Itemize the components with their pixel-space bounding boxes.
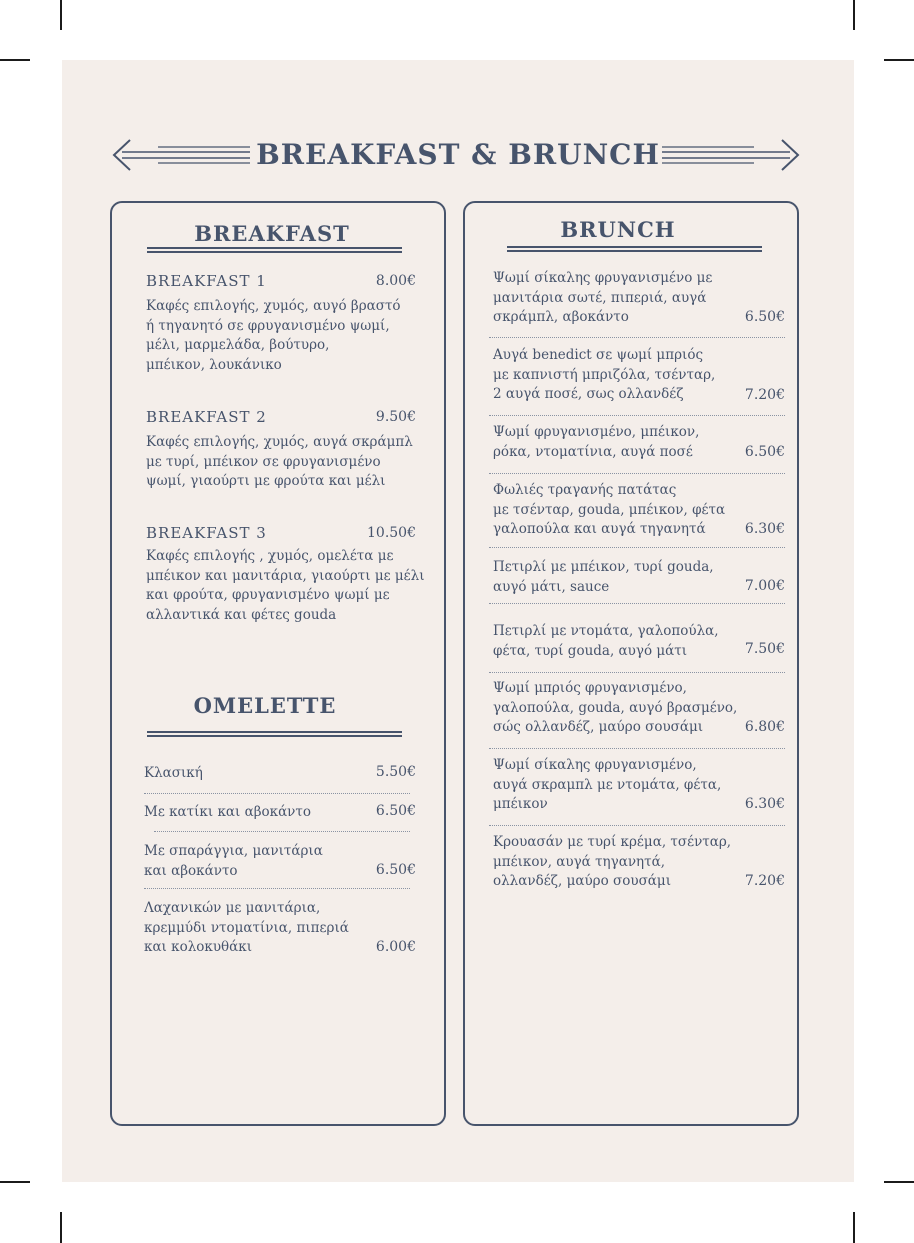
omelette-item: Κλασική [144,765,203,781]
brunch-item: Φωλιές τραγανής πατάτας με τσένταρ, gouda, μπέικον, φέτα γαλοπούλα και αυγά τηγανητά [493,482,726,537]
breakfast-item-price: 10.50€ [367,525,416,541]
brunch-item: Πετιρλί με ντομάτα, γαλοπούλα, φέτα, τυρί gouda, αυγό μάτι [493,623,719,659]
brunch-item-price: 6.30€ [744,796,785,812]
crop-mark [60,0,62,30]
brunch-item-price: 6.80€ [744,719,785,735]
brunch-section-title: BRUNCH [560,217,676,242]
crop-mark [0,59,30,61]
crop-mark [0,1181,30,1183]
omelette-item-price: 5.50€ [375,764,416,780]
breakfast-item-description: Καφές επιλογής , χυμός, ομελέτα με μπέικον και μανιτάρια, γιαούρτι με μέλι και φρούτα, φρυγανισμένο ψωμί με αλλαντικά και φέτες gouda [146,548,425,623]
brunch-item: Ψωμί σίκαλης φρυγανισμένο, αυγά σκραμπλ με ντομάτα, φέτα, μπέικον [493,757,722,812]
brunch-item: Ψωμί φρυγανισμένο, μπέικον, ρόκα, ντοματίνια, αυγά ποσέ [493,424,700,460]
crop-mark [884,59,914,61]
brunch-panel [463,201,799,1126]
breakfast-panel [110,201,446,1126]
double-rule [147,731,402,737]
omelette-item-price: 6.50€ [375,803,416,819]
menu-sheet [62,60,854,1182]
header [62,132,854,178]
omelette-section-title: OMELETTE [193,693,337,718]
brunch-item-price: 6.50€ [744,309,785,325]
omelette-item-price: 6.50€ [375,862,416,878]
breakfast-item-description: Καφές επιλογής, χυμός, αυγά σκράμπλ με τυρί, μπέικον σε φρυγανισμένο ψωμί, γιαούρτι με φρούτα και μέλι [146,434,413,489]
omelette-item: Με κατίκι και αβοκάντο [144,804,311,820]
brunch-item-price: 7.20€ [744,387,785,403]
page-title: BREAKFAST & BRUNCH [256,138,660,171]
crop-mark [853,1212,855,1243]
brunch-item: Ψωμί μπριός φρυγανισμένο, γαλοπούλα, gouda, αυγό βρασμένο, σώς ολλανδέζ, μαύρο σουσάμι [493,680,738,735]
dotted-divider [489,672,785,673]
double-rule [507,246,762,252]
crop-mark [853,0,855,30]
breakfast-item-name: BREAKFAST 3 [146,524,267,542]
brunch-item: Κρουασάν με τυρί κρέμα, τσένταρ, μπέικον, αυγά τηγανητά, ολλανδέζ, μαύρο σουσάμι [493,834,732,889]
breakfast-section-title: BREAKFAST [194,221,350,246]
omelette-item: Λαχανικών με μανιτάρια, κρεμμύδι ντοματίνια, πιπεριά και κολοκυθάκι [144,900,349,955]
brunch-item-price: 7.20€ [744,873,785,889]
dotted-divider [489,337,785,338]
dotted-divider [489,547,785,548]
breakfast-item-price: 8.00€ [375,273,416,289]
omelette-item: Με σπαράγγια, μανιτάρια και αβοκάντο [144,843,323,879]
breakfast-item-name: BREAKFAST 2 [146,408,267,426]
double-rule [147,247,402,253]
dotted-divider [489,825,785,826]
crop-mark [884,1181,914,1183]
dotted-divider [144,793,410,794]
dotted-divider [489,415,785,416]
crop-mark [60,1212,62,1243]
breakfast-item-description: Καφές επιλογής, χυμός, αυγό βραστό ή τηγανητό σε φρυγανισμένο ψωμί, μέλι, μαρμελάδα, βούτυρο, μπέικον, λουκάνικο [146,298,401,373]
dotted-divider [489,603,785,604]
right-arrow-ornament [660,132,802,178]
breakfast-item-price: 9.50€ [375,409,416,425]
breakfast-item-name: BREAKFAST 1 [146,272,267,290]
dotted-divider [144,888,410,889]
brunch-item: Αυγά benedict σε ψωμί μπριός με καπνιστή μπριζόλα, τσένταρ, 2 αυγά ποσέ, σως ολλανδέζ [493,347,716,402]
dotted-divider [489,473,785,474]
brunch-item-price: 7.50€ [744,641,785,657]
brunch-item: Πετιρλί με μπέικον, τυρί gouda, αυγό μάτι, sauce [493,559,714,595]
dotted-divider [489,748,785,749]
brunch-item-price: 6.50€ [744,444,785,460]
brunch-item-price: 6.30€ [744,521,785,537]
brunch-item: Ψωμί σίκαλης φρυγανισμένο με μανιτάρια σωτέ, πιπεριά, αυγά σκράμπλ, αβοκάντο [493,270,713,325]
dotted-divider [154,831,410,832]
omelette-item-price: 6.00€ [375,939,416,955]
brunch-item-price: 7.00€ [744,578,785,594]
